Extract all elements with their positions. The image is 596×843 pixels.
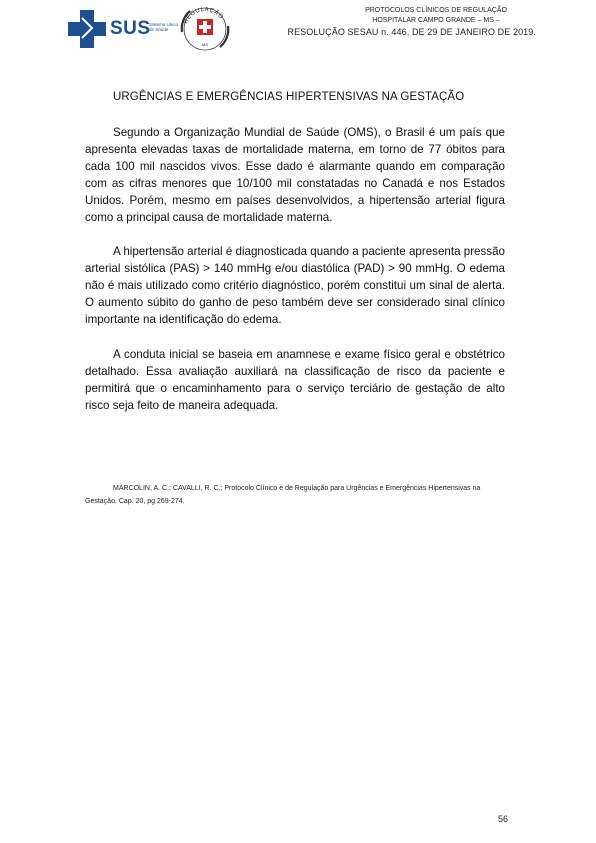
header-resolution: RESOLUÇÃO SESAU n. 446, DE 29 DE JANEIRO DE 2019. [287,27,536,37]
header-line-1: PROTOCOLOS CLÍNICOS DE REGULAÇÃO [365,7,507,14]
reference-citation: MARCOLIN, A. C.; CAVALLI, R. C.; Protocolo Clínico e de Regulação para Urgências e Emergências Hipertensivas na Gestação. Cap. 20, pg 269-274. [85,485,481,505]
document-title: URGÊNCIAS E EMERGÊNCIAS HIPERTENSIVAS NA GESTAÇÃO [113,91,465,103]
regulacao-logo [176,2,234,52]
page-number: 56 [498,814,509,824]
paragraph-1: Segundo a Organização Mundial de Saúde (OMS), o Brasil é um país que apresenta elevadas taxas de mortalidade materna, em torno de 77 óbitos para cada 100 mil nascidos vivos. Esse dado é alarmante quando em comparação com as cifras menores que 10/100 mil constatadas no Canadá e nos Estados Unidos. Porém, mesmo em países desenvolvidos, a hipertensão arterial figura como a principal causa de mortalidade materna. [85,126,505,224]
sus-logo-subtitle: Sistema Único de Saúde [149,22,179,32]
regulacao-logo-top-text: REGULAÇÃO [183,6,224,25]
header-line-2: HOSPITALAR CAMPO GRANDE – MS – [372,17,500,24]
sus-logo [66,8,181,50]
document-header [236,6,536,39]
sus-cross-icon [66,8,108,50]
sus-logo-text: SUS [110,18,151,39]
paragraph-2: A hipertensão arterial é diagnosticada quando a paciente apresenta pressão arterial sistólica (PAS) > 140 mmHg e/ou diastólica (PAD) > 90 mmHg. O edema não é mais utilizado como critério diagnóstico, porém constitui um sinal de alerta. O aumento súbito do ganho de peso também deve ser considerado sinal clínico importante na identificação do edema. [85,245,505,326]
paragraph-3: A conduta inicial se baseia em anamnese e exame físico geral e obstétrico detalhado. Essa avaliação auxiliará na classificação de risco da paciente e permitirá que o encaminhamento para o serviço terciário de gestação de alto risco seja feito de maneira adequada. [85,348,505,412]
regulacao-logo-bottom-text: MS [202,42,208,47]
